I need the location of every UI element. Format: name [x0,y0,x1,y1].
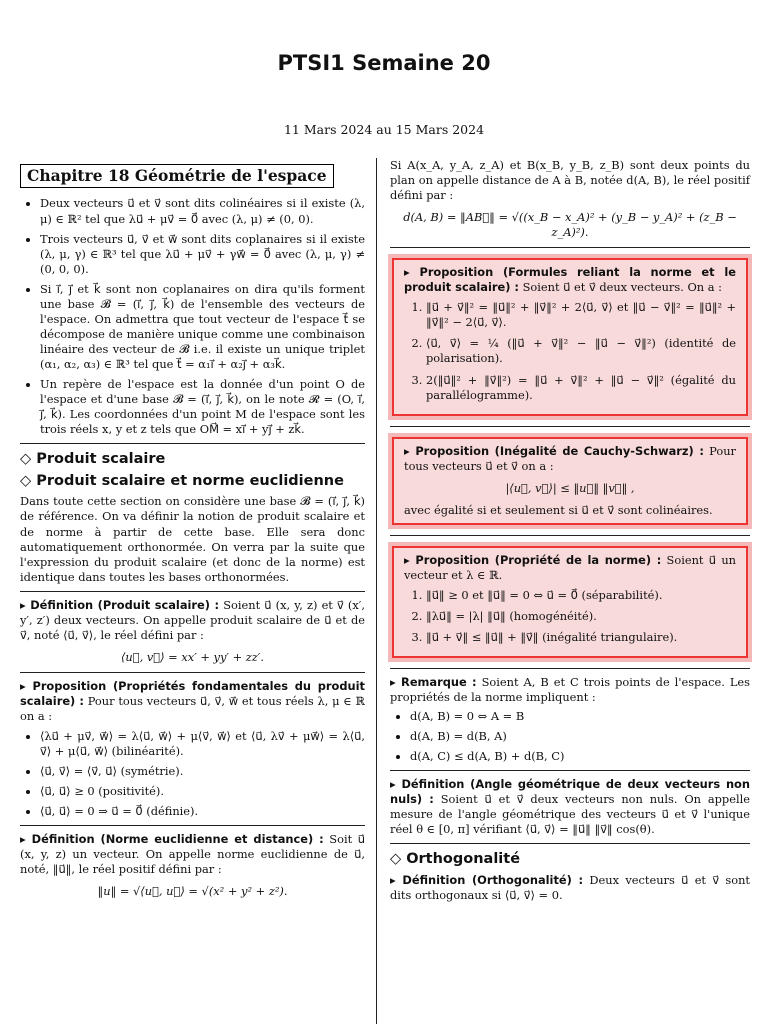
proposition-title: ▸ Proposition (Propriété de la norme) : [404,552,662,567]
definition-head: Soient u⃗ (x, y, z) et v⃗ (x′, y′, z′) [20,597,365,627]
section-heading: ◇ Produit scalaire [20,451,166,468]
proposition-text: Soient u⃗ un vecteur et λ ∈ ℝ. [404,552,736,582]
right-column [390,158,750,903]
definition-text: un vecteur. On appelle norme euclidienne de u⃗, noté, ‖u⃗‖, le réel positif défini par : [20,847,365,877]
formula: |⟨u⃗, v⃗⟩| ≤ ‖u⃗‖ ‖v⃗‖ , [505,480,635,495]
divider [390,770,750,771]
definition-angle [390,777,750,837]
list-item: • d(A, B) = d(B, A) [410,729,750,744]
list-item: 3. 2(‖u⃗‖² + ‖v⃗‖²) = ‖u⃗ + v⃗‖² + ‖u⃗ − v⃗‖² (égalité du parallélogramme). [426,373,736,403]
left-column [20,158,365,906]
section-heading: ◇ Produit scalaire et norme euclidienne [20,473,344,490]
list-item: • ⟨λu⃗ + μv⃗, w⃗⟩ = λ⟨u⃗, w⃗⟩ + μ⟨v⃗, w⃗⟩ et ⟨u⃗, λv⃗ + μw⃗⟩ = λ⟨u⃗, v⃗⟩ + μ⟨u⃗, w⃗⟩ (bilinéarité). [40,729,365,759]
formula: ‖u‖ = √⟨u⃗, u⃗⟩ = √(x² + y² + z²). [97,884,288,899]
distance-text: Si A(x_A, y_A, z_A) et B(x_B, y_B, z_B) sont deux points du plan on appelle distance de A à B, notée d(A, B), le réel positif défini par : [390,158,750,203]
divider [20,443,365,444]
definition-text: deux vecteurs. On appelle produit scalaire de u⃗ et de v⃗, noté ⟨u⃗, v⃗⟩, le réel défini par : [20,612,366,642]
list-item: • ⟨u⃗, v⃗⟩ = ⟨v⃗, u⃗⟩ (symétrie). [40,764,365,779]
list-item: 3. ‖u⃗ + v⃗‖ ≤ ‖u⃗‖ + ‖v⃗‖ (inégalité triangulaire). [426,630,736,645]
list-item: • d(A, B) = 0 ⇔ A = B [410,709,750,724]
formula: ⟨u⃗, v⃗⟩ = xx′ + yy′ + zz′. [120,649,265,664]
proposition-fundamental [20,679,365,819]
column-divider [376,158,377,1024]
proposition-after: avec égalité si et seulement si u⃗ et v⃗ sont colinéaires. [404,502,713,517]
list-item: • Un repère de l'espace est la donnée d'un point O de l'espace et d'une base 𝓑 = (i⃗, j⃗, k⃗), on le note 𝓡 = (O, i⃗, j⃗, k⃗). Les coordonnées d'un point M de l'espace sont les trois réels x, y et z tels que OM⃗ = xi⃗ + yj⃗ + zk⃗. [40,377,365,437]
list-item: • ⟨u⃗, u⃗⟩ ≥ 0 (positivité). [40,784,365,799]
divider [390,535,750,536]
divider [20,825,365,826]
list-item: • Trois vecteurs u⃗, v⃗ et w⃗ sont dits coplanaires si il existe (λ, μ, γ) ∈ ℝ³ tel que λu⃗ + μv⃗ + γw⃗ = 0⃗ avec (λ, μ, γ) ≠ (0, 0, 0). [40,232,365,277]
list-item: • d(A, C) ≤ d(A, B) + d(B, C) [410,749,750,764]
intro-list [20,196,365,437]
divider [20,672,365,673]
definition-norm [20,832,365,899]
proposition-title: ▸ Proposition (Propriétés fondamentales du produit scalaire) : [20,678,365,708]
proposition-cauchy-schwarz [392,437,748,525]
remark-title: ▸ Remarque : [390,675,477,690]
definition-title: ▸ Définition (Orthogonalité) : [390,872,584,887]
date-range: 11 Mars 2024 au 15 Mars 2024 [283,122,485,137]
list-item: 1. ‖u⃗‖ ≥ 0 et ‖u⃗‖ = 0 ⇔ u⃗ = 0⃗ (séparabilité). [426,588,736,603]
list-item: • ⟨u⃗, u⃗⟩ = 0 ⇒ u⃗ = 0⃗ (définie). [40,804,365,819]
remark [390,675,750,764]
definition-title: ▸ Définition (Produit scalaire) : [20,597,220,612]
list-item: 2. ‖λu⃗‖ = |λ| ‖u⃗‖ (homogénéité). [426,609,736,624]
list-item: 2. ⟨u⃗, v⃗⟩ = ¼ (‖u⃗ + v⃗‖² − ‖u⃗ − v⃗‖²) (identité de polarisation). [426,336,736,366]
proposition-text: Pour tous vecteurs u⃗, v⃗, w⃗ et tous réels λ, μ ∈ ℝ on a : [20,693,365,723]
proposition-title: ▸ Proposition (Inégalité de Cauchy-Schwarz) : [404,443,704,458]
proposition-title: ▸ Proposition (Formules reliant la norme et le produit scalaire) : [404,265,736,295]
formula: d(A, B) = ‖AB⃗‖ = √((x_B − x_A)² + (y_B − y_A)² + (z_B − z_A)²). [403,210,737,240]
section-text: Dans toute cette section on considère une base 𝓑 = (i⃗, j⃗, k⃗) de référence. On va définir la notion de produit scalaire et de norme à partir de cette base. Elle sera donc automatiquement orthonormée. On verra par la suite que l'expression du produit scalaire (et donc de la norme) est identique dans toutes les bases orthonormées. [20,494,365,584]
definition-text: Deux vecteurs u⃗ et v⃗ sont dits orthogonaux si ⟨u⃗, v⃗⟩ = 0. [390,872,751,902]
definition-title: ▸ Définition (Norme euclidienne et distance) : [20,832,324,847]
divider [390,247,750,248]
divider [390,668,750,669]
definition-head: Soit u⃗ (x, y, z) [20,832,365,862]
proposition-text: Soient u⃗ et v⃗ deux vecteurs. On a : [522,280,723,295]
definition-text: Soient u⃗ et v⃗ deux vecteurs non nuls. On appelle mesure de l'angle géométrique des vecteurs u⃗ et v⃗ l'unique réel θ ∈ [0, π] vérifiant ⟨u⃗, v⃗⟩ = ‖u⃗‖ ‖v⃗‖ cos(θ). [390,792,750,837]
section-heading: ◇ Orthogonalité [390,851,521,868]
list-item: • Si i⃗, j⃗ et k⃗ sont non coplanaires on dira qu'ils forment une base 𝓑 = (i⃗, j⃗, k⃗) de l'ensemble des vecteurs de l'espace. On admettra que tout vecteur de l'espace t⃗ se décompose de manière unique comme une combinaison linéaire des vecteur de 𝓑 i.e. il existe un unique triplet (α₁, α₂, α₃) ∈ ℝ³ tel que t⃗ = α₁i⃗ + α₂j⃗ + α₃k⃗. [40,282,365,372]
definition-orthogonality [390,873,750,903]
proposition-norm-scalar [392,258,748,415]
list-item: • Deux vecteurs u⃗ et v⃗ sont dits colinéaires si il existe (λ, μ) ∈ ℝ² tel que λu⃗ + μv⃗ = 0⃗ avec (λ, μ) ≠ (0, 0). [40,196,365,226]
remark-text: Soient A, B et C trois points de l'espace. Les propriétés de la norme impliquent : [390,675,750,705]
chapter-title: Chapitre 18 Géométrie de l'espace [20,164,334,188]
page-title: PTSI1 Semaine 20 [277,51,491,75]
divider [20,591,365,592]
divider [390,426,750,427]
divider [390,843,750,844]
list-item: 1. ‖u⃗ + v⃗‖² = ‖u⃗‖² + ‖v⃗‖² + 2⟨u⃗, v⃗⟩ et ‖u⃗ − v⃗‖² = ‖u⃗‖² + ‖v⃗‖² − 2⟨u⃗, v⃗⟩. [426,300,736,330]
proposition-text: Pour tous vecteurs u⃗ et v⃗ on a : [404,443,736,473]
proposition-norm-properties [392,546,748,658]
definition-title: ▸ Définition (Angle géométrique de deux vecteurs non nuls) : [390,777,750,807]
definition-scalar-product [20,598,365,665]
